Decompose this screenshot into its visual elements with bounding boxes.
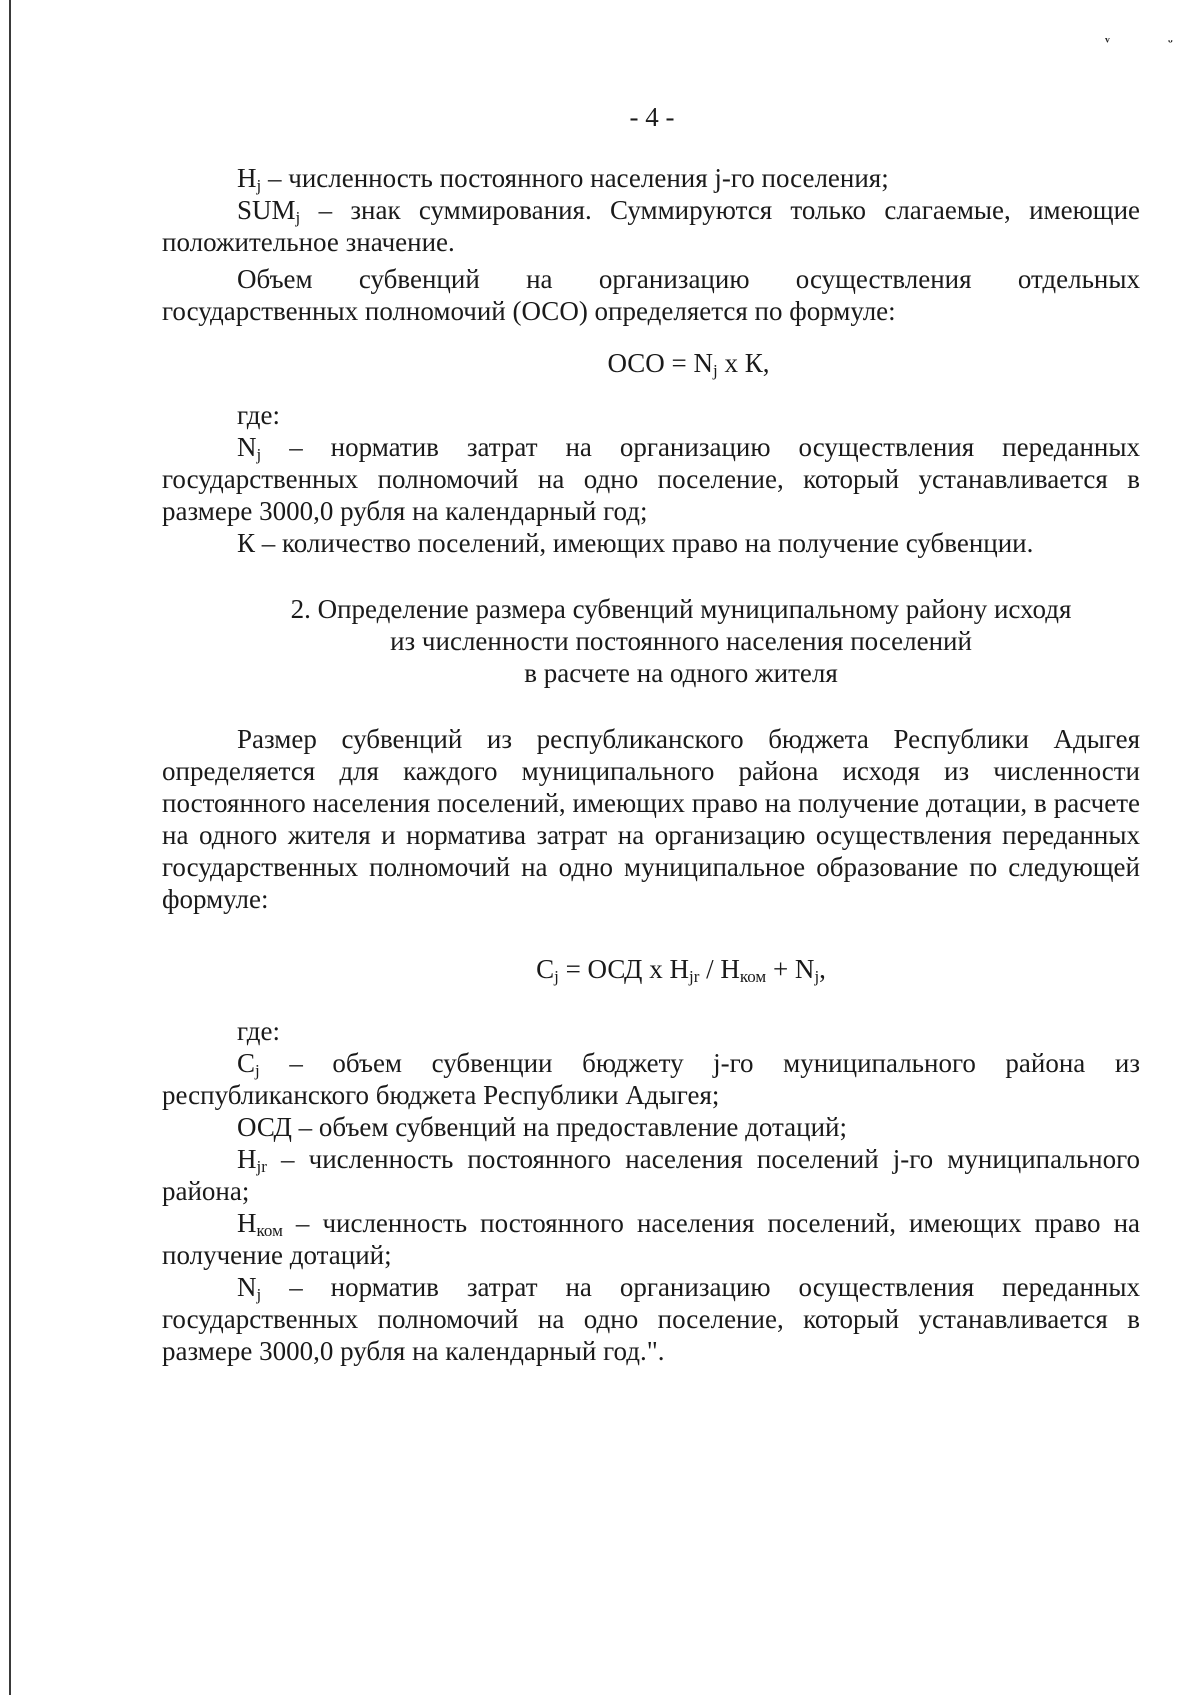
- page-number: - 4 -: [629, 102, 675, 132]
- definition-nj-final: $N_j$ – норматив затрат на организацию осуществления переданных государственных полномочий на одно поселение, который устанавливается в размере 3000,0 рубля на календарный год.".: [162, 1272, 1140, 1366]
- section-heading-line: в расчете на одного жителя: [524, 658, 838, 688]
- section-paragraph: Размер субвенций из республиканского бюджета Республики Адыгея определяется для каждого муниципального района исходя из численности постоянного населения поселений, имеющих право на получение дотации, в расчете на одного жителя и норматива затрат на организацию осуществления переданных государственных полномочий на одно муниципальное образование по следующей формуле:: [162, 724, 1140, 914]
- where-label: где:: [237, 1016, 280, 1046]
- page-left-border: [9, 0, 11, 1695]
- section-heading-line: из численности постоянного населения поселений: [390, 626, 972, 656]
- formula-cj: $С_j$ = ОСД х $Н_{jr} / Н_{ком} + N_j$,: [536, 954, 826, 986]
- formula-oso: ОСО = $N_j$ х К,: [607, 348, 770, 380]
- oso-intro-paragraph: Объем субвенций на организацию осуществления отдельных государственных полномочий (ОСО) определяется по формуле:: [162, 264, 1140, 326]
- definition-hj: $Н_j$ – численность постоянного населения j-го поселения;: [237, 163, 889, 195]
- definition-hkom: $Н_{ком}$ – численность постоянного населения поселений, имеющих право на получение дотаций;: [162, 1208, 1140, 1270]
- section-heading-line: 2. Определение размера субвенций муниципальному району исходя: [290, 594, 1072, 624]
- definition-osd: ОСД – объем субвенций на предоставление дотаций;: [237, 1112, 847, 1142]
- document-body: [162, 162, 1140, 1367]
- definition-hjr: $Н_{jr}$ – численность постоянного населения поселений j-го муниципального района;: [162, 1144, 1140, 1206]
- definition-nj: $N_j$ – норматив затрат на организацию осуществления переданных государственных полномочий на одно поселение, который устанавливается в размере 3000,0 рубля на календарный год;: [162, 432, 1140, 526]
- section-heading: [162, 593, 1140, 689]
- definition-cj: $С_j$ – объем субвенции бюджету j-го муниципального района из республиканского бюджета Республики Адыгея;: [162, 1048, 1140, 1110]
- corner-mark: ᵛ: [1105, 34, 1110, 51]
- where-label: где:: [237, 400, 280, 430]
- definition-sumj: $SUM_j$ – знак суммирования. Суммируются только слагаемые, имеющие положительное значение.: [162, 195, 1140, 257]
- definition-k: К – количество поселений, имеющих право на получение субвенции.: [237, 528, 1034, 558]
- corner-mark: ᵕ: [1168, 34, 1173, 51]
